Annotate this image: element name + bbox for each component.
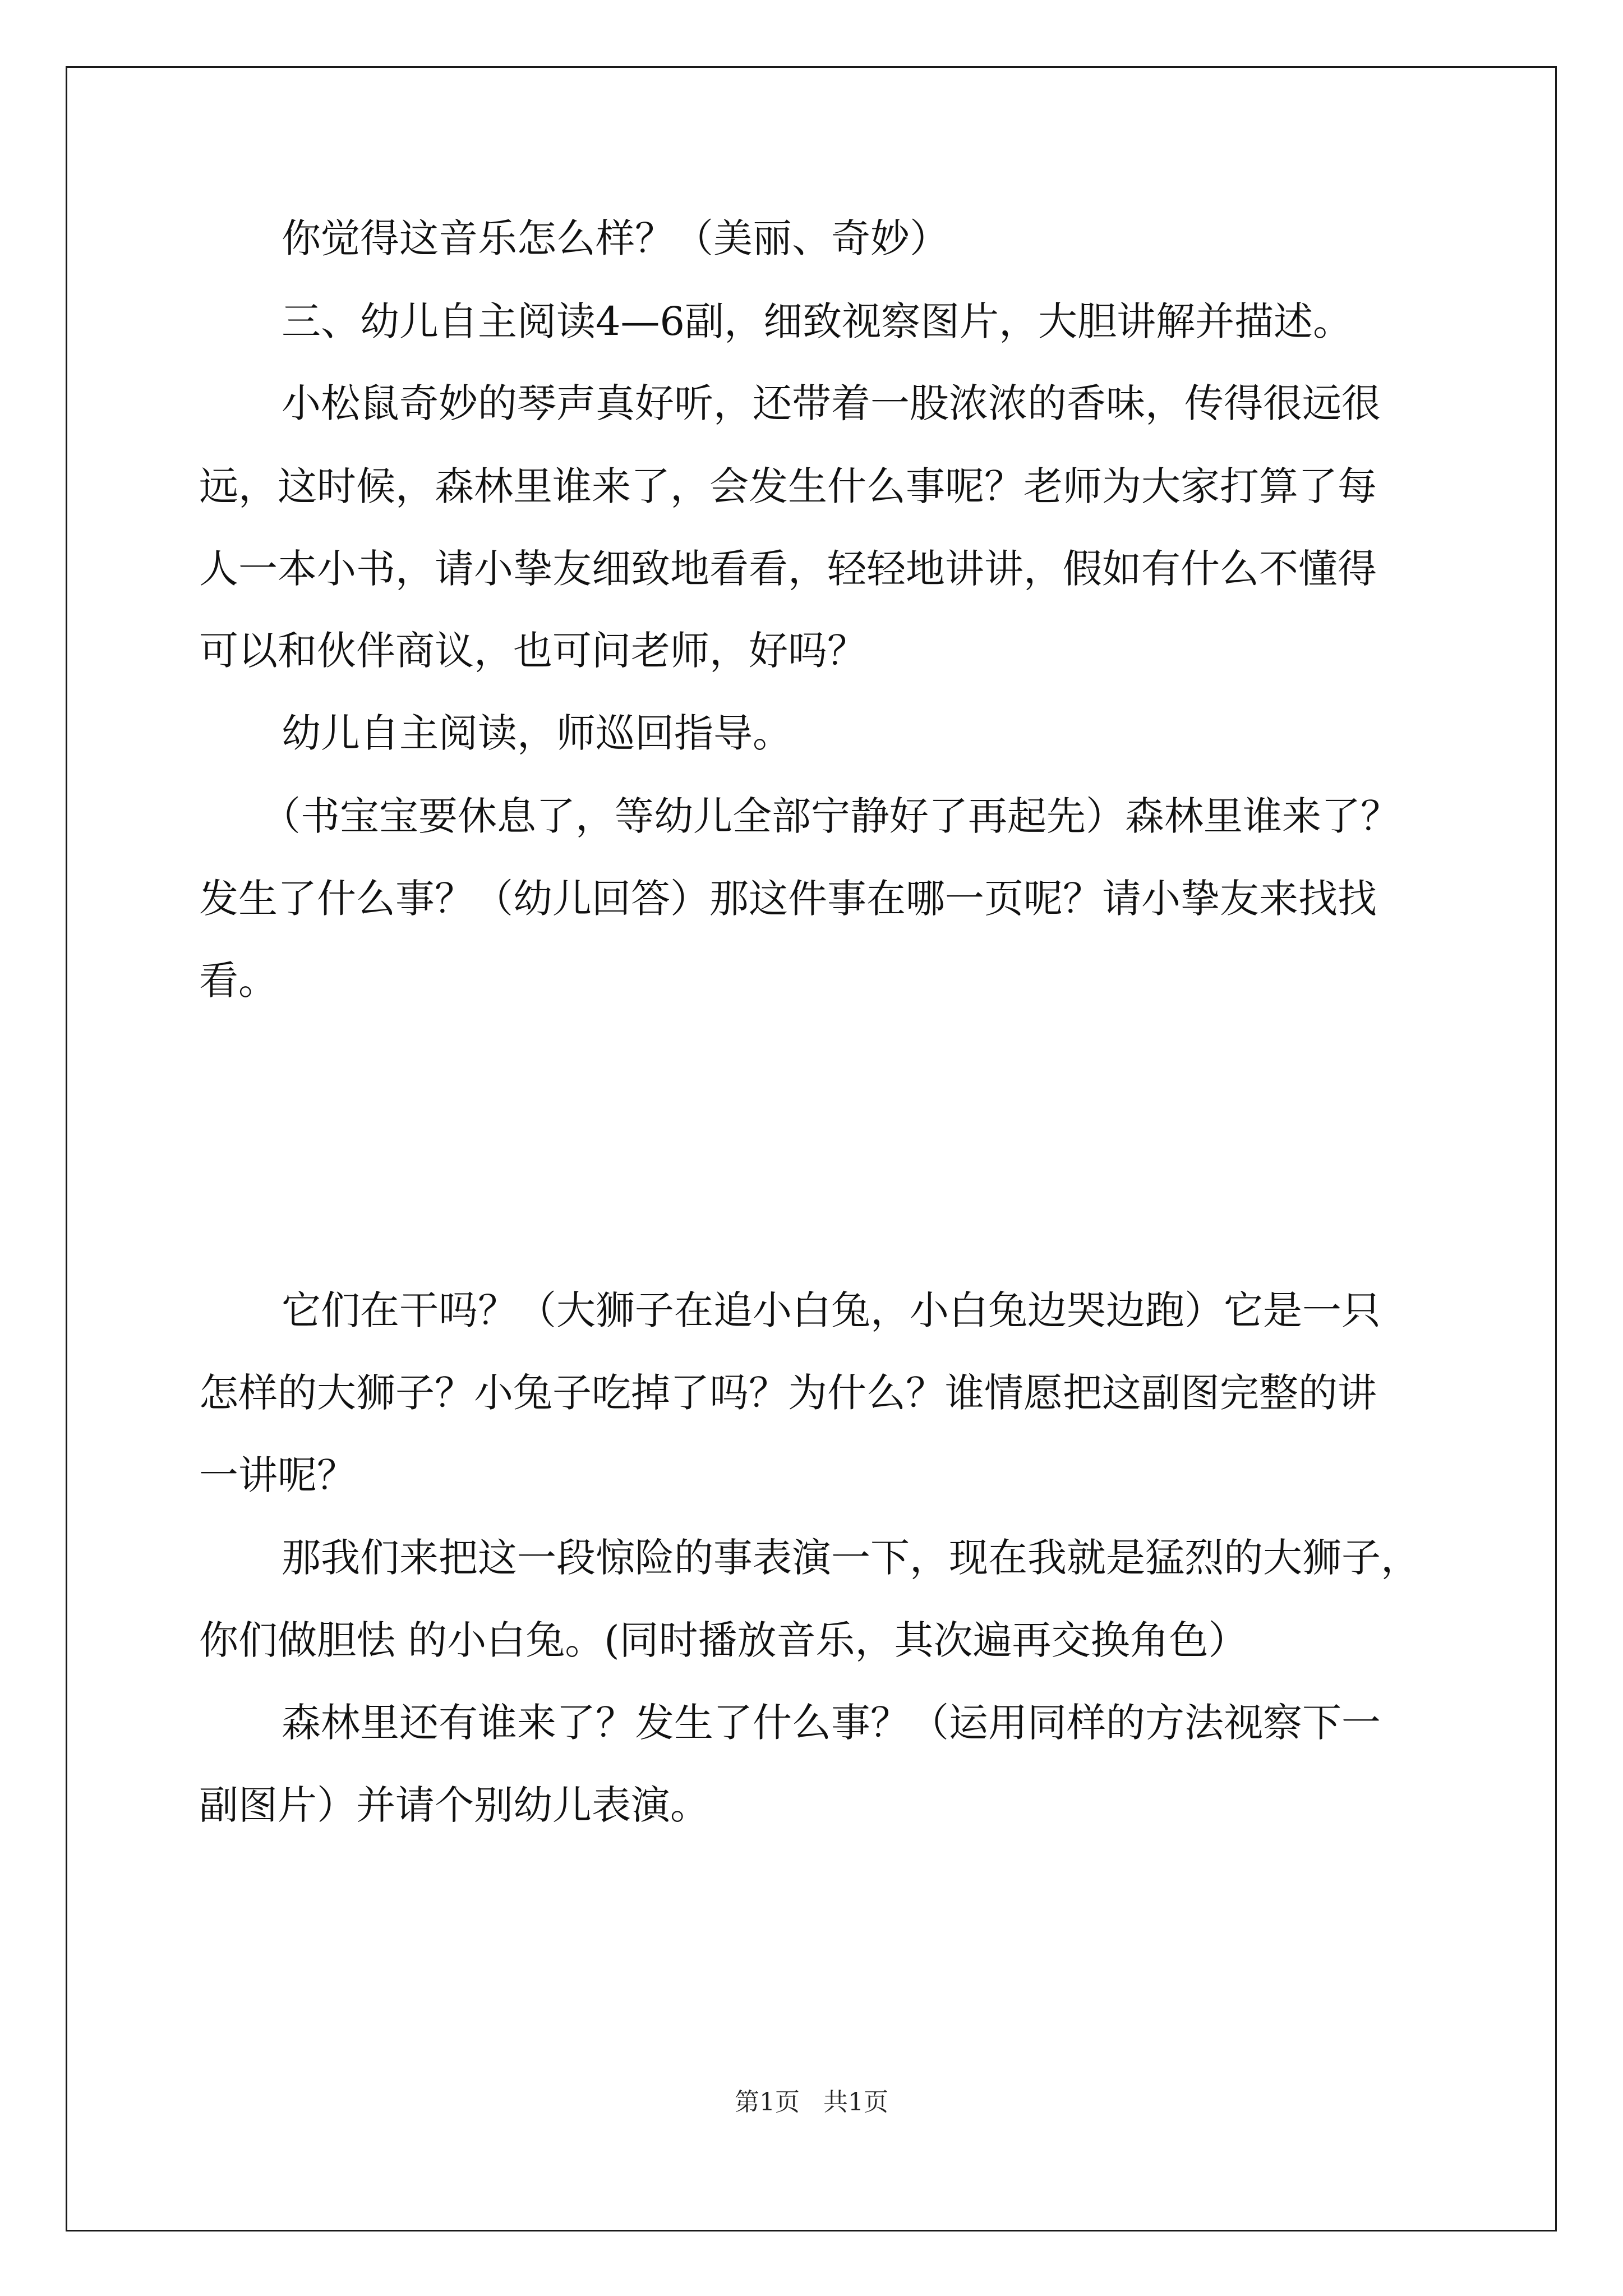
paragraph-7-line-1: 那我们来把这一段惊险的事表演一下，现在我就是猛烈的大狮子，: [282, 1535, 1420, 1581]
paragraph-6-line-2: 怎样的大狮子？小兔子吃掉了吗？为什么？谁情愿把这副图完整的讲: [199, 1370, 1377, 1416]
paragraph-6-line-1: 它们在干吗？（大狮子在追小白兔，小白兔边哭边跑）它是一只: [282, 1287, 1381, 1333]
paragraph-4-line-1: 幼儿自主阅读，师巡回指导。: [282, 710, 792, 756]
paragraph-6-line-3: 一讲呢？: [199, 1452, 356, 1498]
paragraph-5-line-2: 发生了什么事？（幼儿回答）那这件事在哪一页呢？请小挚友来找找: [199, 876, 1377, 922]
paragraph-5-line-3: 看。: [199, 958, 278, 1004]
paragraph-3-line-1: 小松鼠奇妙的琴声真好听，还带着一股浓浓的香味，传得很远很: [282, 380, 1381, 426]
page-number-footer: 第1页 共1页: [735, 2088, 888, 2116]
paragraph-8-line-2: 副图片）并请个别幼儿表演。: [199, 1782, 709, 1828]
paragraph-5-line-1: （书宝宝要休息了，等幼儿全部宁静好了再起先）森林里谁来了？: [261, 793, 1400, 839]
paragraph-3-line-3: 人一本小书，请小挚友细致地看看，轻轻地讲讲，假如有什么不懂得: [199, 546, 1377, 592]
paragraph-2-line-1: 三、幼儿自主阅读4—6副，细致视察图片，大胆讲解并描述。: [282, 298, 1353, 344]
paragraph-8-line-1: 森林里还有谁来了？发生了什么事？（运用同样的方法视察下一: [282, 1700, 1381, 1746]
paragraph-7-line-2: 你们做胆怯 的小白兔。(同时播放音乐，其次遍再交换角色）: [199, 1617, 1248, 1663]
paragraph-3-line-4: 可以和伙伴商议，也可问老师，好吗？: [199, 628, 866, 674]
paragraph-1-line-1: 你觉得这音乐怎么样？（美丽、奇妙）: [282, 215, 949, 261]
paragraph-3-line-2: 远，这时候，森林里谁来了，会发生什么事呢？老师为大家打算了每: [199, 463, 1377, 509]
